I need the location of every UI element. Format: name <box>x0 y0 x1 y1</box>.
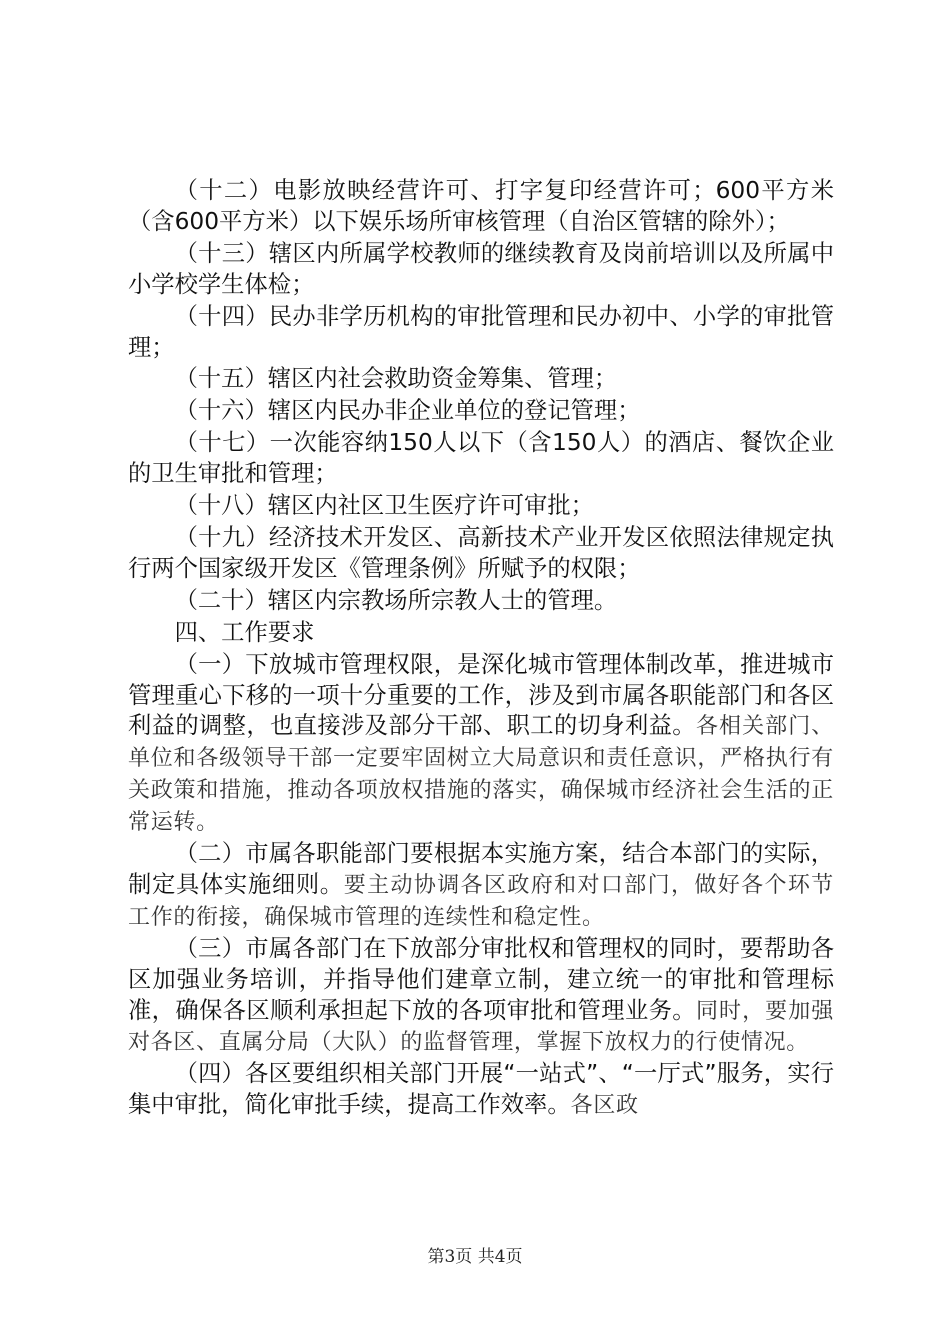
paragraph-main-text: （三）市属各部门在下放部分审批权和管理权的同时，要帮助各区加强业务培训，并指导他们建章立制，建立统一的审批和管理标准，确保各区顺利承担起下放的各项审批和管理业务。 <box>128 934 834 1024</box>
paragraph-requirement-1 <box>128 650 834 839</box>
section-heading-text: 四、工作要求 <box>174 618 315 646</box>
paragraph-main-text: （十六）辖区内民办非企业单位的登记管理； <box>174 397 641 425</box>
page-number-label: 第3页 共4页 <box>427 1247 523 1267</box>
paragraph-main-text: （二十）辖区内宗教场所宗教人士的管理。 <box>174 586 618 614</box>
paragraph-item-13 <box>128 239 834 302</box>
section-heading <box>128 618 834 650</box>
paragraph-item-20 <box>128 586 834 618</box>
paragraph-main-text: （十八）辖区内社区卫生医疗许可审批； <box>174 492 594 520</box>
paragraph-item-17 <box>128 428 834 491</box>
paragraph-requirement-2 <box>128 839 834 934</box>
paragraph-item-16 <box>128 396 834 428</box>
paragraph-main-text: （十七）一次能容纳150人以下（含150人）的酒店、餐饮企业的卫生审批和管理； <box>128 429 834 488</box>
paragraph-main-text: （十九）经济技术开发区、高新技术产业开发区依照法律规定执行两个国家级开发区《管理条例》所赋予的权限； <box>128 523 834 582</box>
paragraph-continuation-text: 各区政 <box>570 1093 639 1119</box>
paragraph-main-text: （十三）辖区内所属学校教师的继续教育及岗前培训以及所属中小学校学生体检； <box>128 239 834 298</box>
paragraph-item-18 <box>128 491 834 523</box>
paragraph-item-15 <box>128 364 834 396</box>
paragraph-requirement-4 <box>128 1059 834 1122</box>
paragraph-item-12 <box>128 176 834 239</box>
paragraph-main-text: （四）各区要组织相关部门开展“一站式”、“一厅式”服务，实行集中审批，简化审批手续，提高工作效率。 <box>128 1060 834 1119</box>
paragraph-item-14 <box>128 302 834 365</box>
paragraph-continuation-text: 要主动协调各区政府和对口部门，做好各个环节工作的衔接，确保城市管理的连续性和稳定性。 <box>128 872 835 930</box>
paragraph-main-text: （十四）民办非学历机构的审批管理和民办初中、小学的审批管理； <box>128 302 834 361</box>
document-body <box>128 176 834 1122</box>
paragraph-continuation-text: 同时，要加强对各区、直属分局（大队）的监督管理，掌握下放权力的行使情况。 <box>128 998 835 1056</box>
paragraph-main-text: （二）市属各职能部门要根据本实施方案，结合本部门的实际，制定具体实施细则。 <box>128 840 834 898</box>
paragraph-item-19 <box>128 523 834 586</box>
page-footer <box>0 1242 950 1267</box>
paragraph-continuation-text: 各相关部门、单位和各级领导干部一定要牢固树立大局意识和责任意识，严格执行有关政策和措施，推动各项放权措施的落实，确保城市经济社会生活的正常运转。 <box>128 714 835 836</box>
paragraph-main-text: （一）下放城市管理权限，是深化城市管理体制改革，推进城市管理重心下移的一项十分重要的工作，涉及到市属各职能部门和各区利益的调整，也直接涉及部分干部、职工的切身利益。 <box>128 650 834 740</box>
paragraph-main-text: （十五）辖区内社会救助资金筹集、管理； <box>174 365 618 393</box>
paragraph-main-text: （十二）电影放映经营许可、打字复印经营许可；600平方米（含600平方米）以下娱乐场所审核管理（自治区管辖的除外）； <box>128 177 834 235</box>
paragraph-requirement-3 <box>128 934 834 1060</box>
